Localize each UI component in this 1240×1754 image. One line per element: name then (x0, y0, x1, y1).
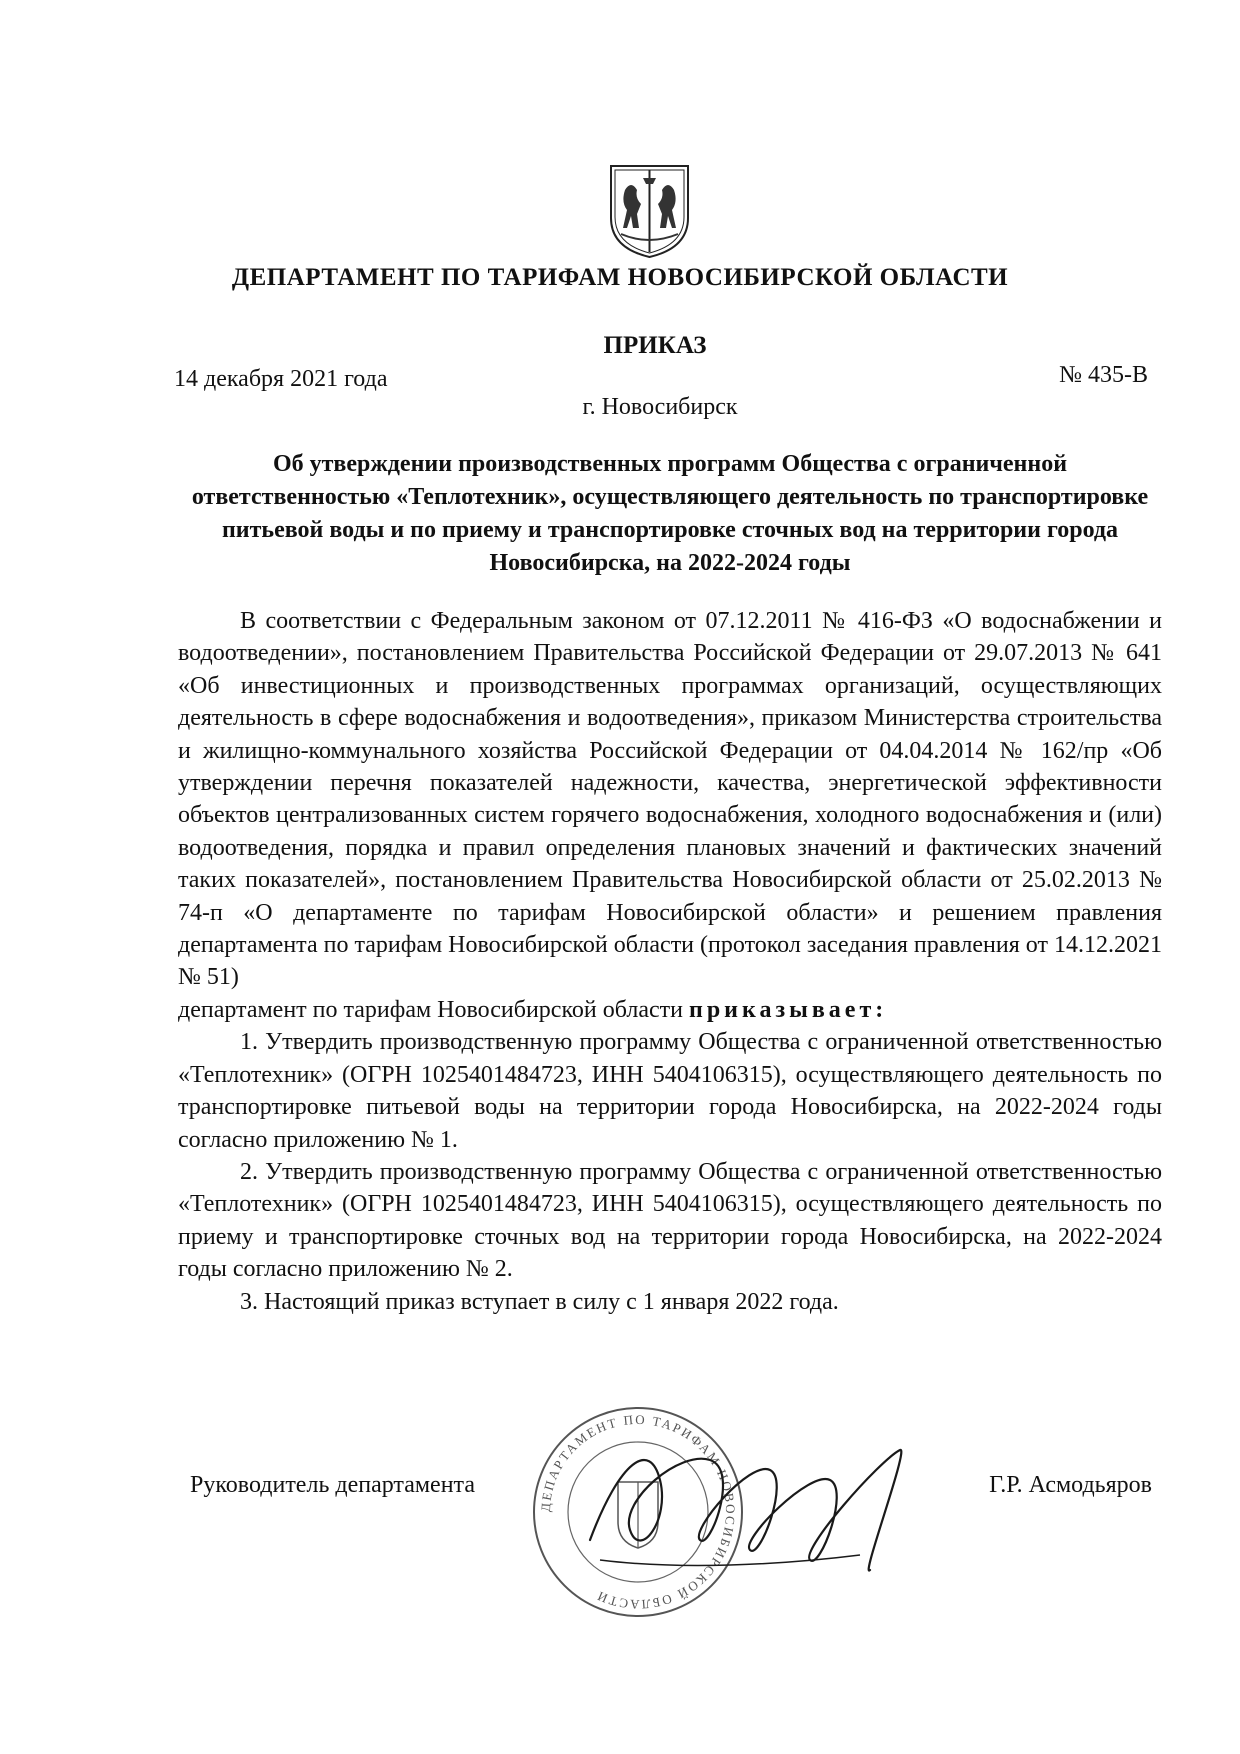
orders-line (178, 994, 1162, 1026)
order-city: г. Новосибирск (582, 394, 738, 420)
department-name: ДЕПАРТАМЕНТ ПО ТАРИФАМ НОВОСИБИРСКОЙ ОБЛАСТИ (231, 264, 1009, 291)
stamp-text: ДЕПАРТАМЕНТ ПО ТАРИФАМ НОВОСИБИРСКОЙ ОБЛАСТИ (537, 1411, 739, 1613)
order-item-3: 3. Настоящий приказ вступает в силу с 1 января 2022 года. (240, 1288, 839, 1315)
order-item-2: 2. Утвердить производственную программу Общества с ограниченной ответственностью «Теплотехник» (ОГРН 1025401484723, ИНН 5404106315), осуществляющего деятельность по приему и транспортировке сточных вод на территории города Новосибирска, на 2022-2024 годы согласно приложению № 2. (178, 1158, 1162, 1283)
preamble-paragraph: В соответствии с Федеральным законом от 07.12.2011 № 416-ФЗ «О водоснабжении и водоотведении», постановлением Правительства Российской Федерации от 29.07.2013 № 641 «Об инвестиционных и производственных программах организаций, осуществляющих деятельность в сфере водоснабжения и водоотведения», приказом Министерства строительства и жилищно-коммунального хозяйства Российской Федерации от 04.04.2014 № 162/пр «Об утверждении перечня показателей надежности, качества, энергетической эффективности объектов централизованных систем горячего водоснабжения, холодного водоснабжения и (или) водоотведения, порядка и правил определения плановых значений и фактических значений таких показателей», постановлением Правительства Новосибирской области от 25.02.2013 № 74-п «О департаменте по тарифам Новосибирской области» и решением правления департамента по тарифам Новосибирской области (протокол заседания правления от 14.12.2021 № 51) (178, 608, 1162, 991)
document-type: ПРИКАЗ (603, 332, 707, 359)
orders-word: приказывает: (688, 996, 888, 1023)
order-item-1: 1. Утвердить производственную программу Общества с ограниченной ответственностью «Теплотехник» (ОГРН 1025401484723, ИНН 5404106315), осуществляющего деятельность по транспортировке питьевой воды на территории города Новосибирска, на 2022-2024 годы согласно приложению № 1. (178, 1029, 1162, 1153)
order-date: 14 декабря 2021 года (174, 366, 388, 392)
handwritten-signature (560, 1420, 990, 1590)
signatory-name: Г.Р. Асмодьяров (989, 1472, 1152, 1498)
coat-of-arms-icon (607, 160, 692, 260)
order-number: № 435-В (1059, 362, 1148, 388)
order-subject: Об утверждении производственных программ Общества с ограниченной ответственностью «Теплотехник», осуществляющего деятельность по транспортировке питьевой воды и по приему и транспортировке сточных вод на территории города Новосибирска, на 2022-2024 годы (191, 451, 1149, 576)
order-body (178, 605, 1162, 1318)
signatory-title: Руководитель департамента (190, 1472, 475, 1498)
orders-lead: департамент по тарифам Новосибирской области (178, 996, 683, 1023)
